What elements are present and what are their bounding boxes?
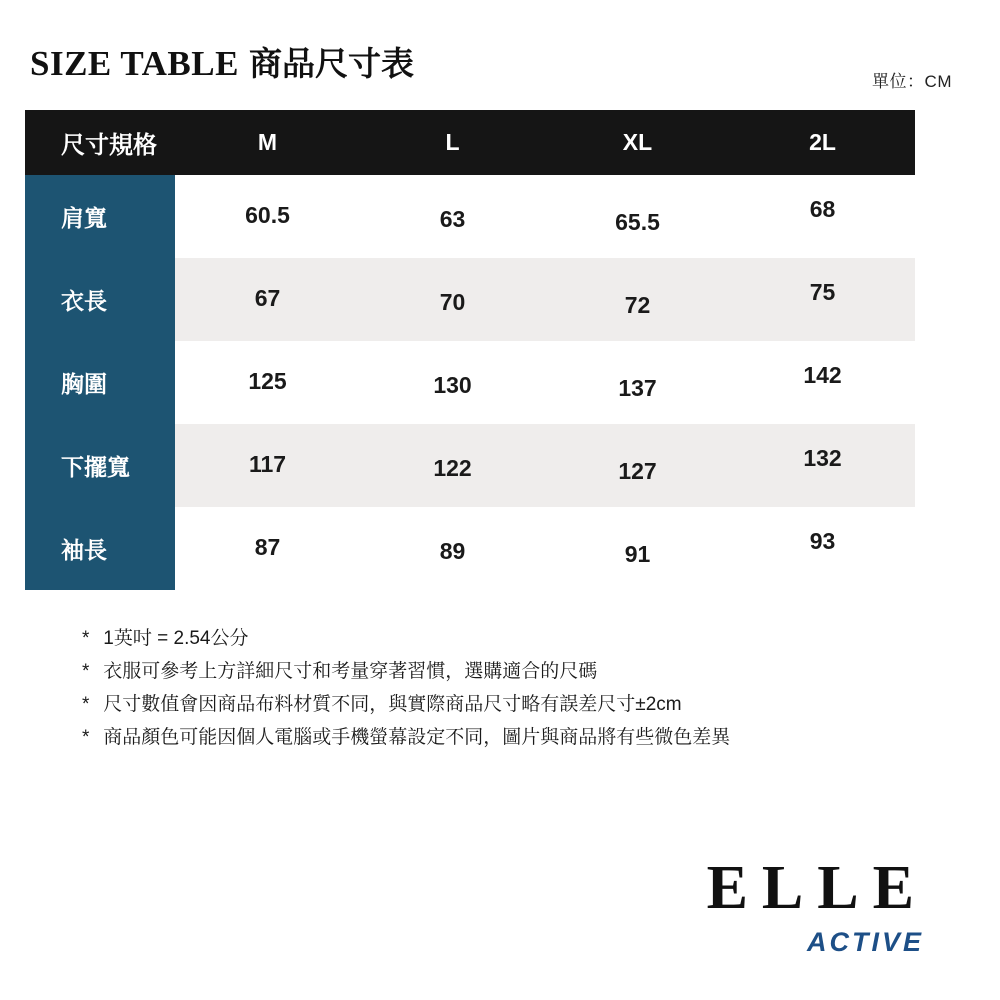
cell-sleeve-xl: 91 [545, 507, 730, 590]
note-marker: * [82, 694, 90, 715]
table-row [25, 175, 915, 258]
note-text: 1英吋 = 2.54公分 [103, 628, 249, 649]
cell-shoulder-2l: 68 [730, 175, 915, 258]
cell-hem-l: 122 [360, 424, 545, 507]
brand-subtitle: ACTIVE [806, 927, 924, 957]
table-row [25, 507, 915, 590]
table-header [25, 110, 915, 175]
note-text: 商品顏色可能因個人電腦或手機螢幕設定不同，圖片與商品將有些微色差異 [103, 727, 731, 748]
cell-bust-m: 125 [175, 341, 360, 424]
page-title-cn: 商品尺寸表 [248, 45, 414, 82]
note-item [82, 688, 942, 721]
size-table-container [25, 110, 915, 590]
note-text: 衣服可參考上方詳細尺寸和考量穿著習慣，選購適合的尺碼 [103, 661, 598, 682]
note-marker: * [82, 661, 90, 682]
note-item [82, 721, 942, 754]
row-label-shoulder: 肩寬 [25, 175, 175, 258]
table-row [25, 424, 915, 507]
note-marker: * [82, 628, 90, 649]
table-row [25, 258, 915, 341]
row-label-hem: 下擺寬 [25, 424, 175, 507]
cell-bust-l: 130 [360, 341, 545, 424]
row-label-bust: 胸圍 [25, 341, 175, 424]
cell-length-l: 70 [360, 258, 545, 341]
cell-sleeve-m: 87 [175, 507, 360, 590]
row-label-sleeve: 袖長 [25, 507, 175, 590]
note-item [82, 622, 942, 655]
cell-shoulder-l: 63 [360, 175, 545, 258]
cell-sleeve-l: 89 [360, 507, 545, 590]
cell-shoulder-xl: 65.5 [545, 175, 730, 258]
cell-length-2l: 75 [730, 258, 915, 341]
table-header-row [25, 110, 915, 175]
table-row [25, 341, 915, 424]
notes-list [82, 622, 942, 754]
cell-bust-2l: 142 [730, 341, 915, 424]
cell-length-xl: 72 [545, 258, 730, 341]
column-header-l: L [360, 110, 545, 175]
note-marker: * [82, 727, 90, 748]
brand-logo [706, 854, 928, 958]
cell-hem-m: 117 [175, 424, 360, 507]
cell-hem-2l: 132 [730, 424, 915, 507]
brand-name: ELLE [706, 854, 928, 922]
note-text: 尺寸數值會因商品布料材質不同，與實際商品尺寸略有誤差尺寸±2cm [103, 694, 682, 715]
cell-bust-xl: 137 [545, 341, 730, 424]
note-item [82, 655, 942, 688]
cell-length-m: 67 [175, 258, 360, 341]
table-corner-label: 尺寸規格 [25, 110, 175, 175]
cell-hem-xl: 127 [545, 424, 730, 507]
cell-shoulder-m: 60.5 [175, 175, 360, 258]
size-table [25, 110, 915, 590]
row-label-length: 衣長 [25, 258, 175, 341]
cell-sleeve-2l: 93 [730, 507, 915, 590]
column-header-xl: XL [545, 110, 730, 175]
column-header-m: M [175, 110, 360, 175]
page-title-en: SIZE TABLE [30, 44, 239, 83]
page-header [30, 38, 970, 94]
table-body [25, 175, 915, 590]
unit-label: 單位：CM [872, 72, 952, 91]
column-header-2l: 2L [730, 110, 915, 175]
